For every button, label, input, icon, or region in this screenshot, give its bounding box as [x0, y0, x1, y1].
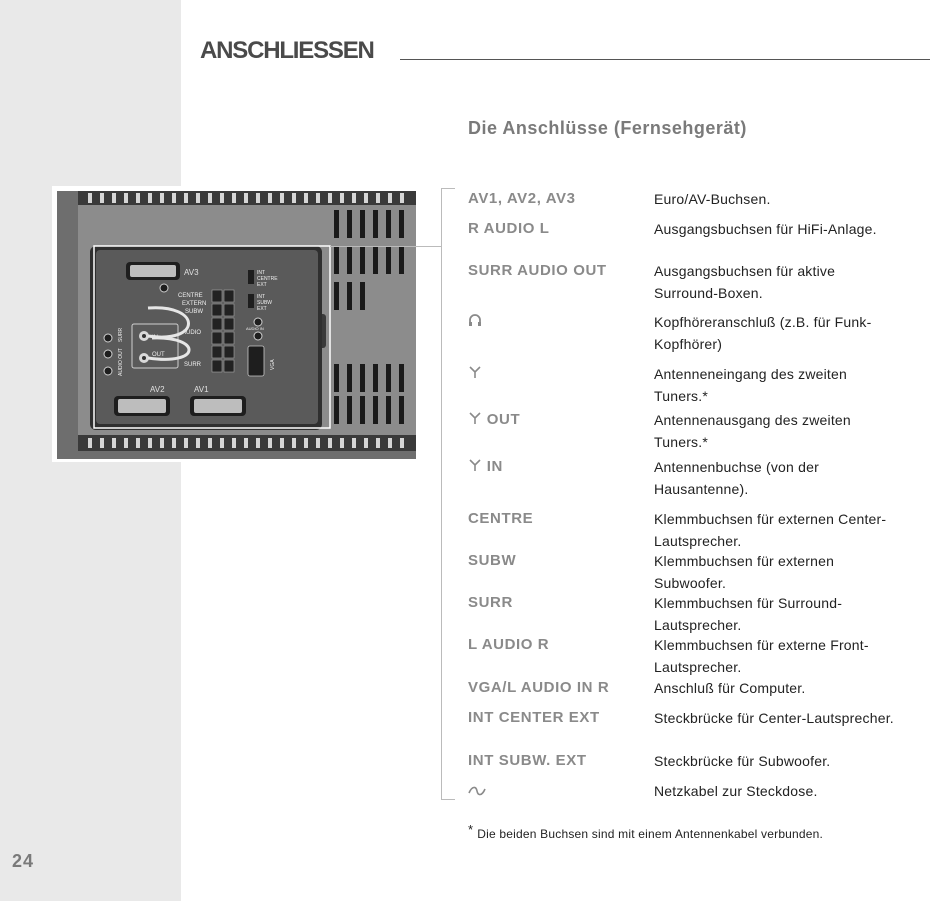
desc-headphone: Kopfhöreranschluß (z.B. für Funk-Kopfhörer): [654, 314, 872, 352]
term-surr-audio-out: SURR AUDIO OUT: [468, 262, 607, 279]
panel-label-av2: AV2: [150, 385, 165, 394]
desc-mains: Netzkabel zur Steckdose.: [654, 783, 818, 799]
footnote-text: Die beiden Buchsen sind mit einem Antennenkabel verbunden.: [477, 827, 824, 841]
panel-label-int2: INT: [257, 294, 266, 300]
term-vga: VGA/L AUDIO IN R: [468, 679, 610, 696]
page-title: ANSCHLIESSEN: [200, 37, 374, 64]
term-l-audio-r: L AUDIO R: [468, 636, 550, 653]
term-antenna-in-label: IN: [486, 458, 503, 475]
panel-label-int1: INT: [257, 270, 266, 276]
desc-antenna-in: Antenneneingang des zweiten Tuners.*: [654, 366, 847, 404]
term-antenna-out-label: OUT: [486, 411, 521, 428]
term-av: AV1, AV2, AV3: [468, 190, 576, 207]
desc-int-subw-ext: Steckbrücke für Subwoofer.: [654, 753, 831, 769]
callout-line: [330, 246, 441, 247]
antenna-term: [468, 365, 482, 383]
panel-label-audio-out: AUDIO OUT: [118, 348, 124, 376]
panel-label-surr-side: SURR: [118, 327, 124, 342]
antenna-icon: [468, 365, 482, 379]
panel-label-centre: CENTRE: [178, 293, 203, 299]
panel-label-av1: AV1: [194, 385, 209, 394]
panel-label-in: IN: [152, 335, 158, 341]
panel-label-vga: VGA: [270, 359, 276, 370]
panel-label-audio-in: AUDIO IN: [246, 326, 264, 331]
panel-label-surr: SURR: [184, 362, 202, 368]
desc-int-center-ext: Steckbrücke für Center-Lautsprecher.: [654, 710, 894, 726]
headphone-icon: [468, 313, 482, 327]
term-centre: CENTRE: [468, 510, 534, 527]
desc-antenna-out: Antennenausgang des zweiten Tuners.*: [654, 412, 851, 450]
list-bracket: [441, 188, 455, 800]
title-rule: [400, 59, 930, 60]
page-number: 24: [12, 851, 35, 871]
panel-label-subw: SUBW: [185, 309, 203, 315]
antenna-icon: [468, 411, 482, 425]
antenna-in-term: [468, 458, 503, 475]
antenna-out-term: [468, 411, 520, 428]
panel-label-ext1: EXT: [257, 282, 267, 288]
desc-house-antenna: Antennenbuchse (von der Hausantenne).: [654, 459, 819, 497]
desc-surr-audio-out: Ausgangsbuchsen für aktive Surround-Boxen.: [654, 263, 836, 301]
desc-l-audio-r: Klemmbuchsen für externe Front-Lautsprecher.: [654, 637, 869, 675]
mains-tilde-icon: [468, 785, 486, 797]
panel-label-subw2: SUBW: [257, 300, 272, 306]
desc-vga: Anschluß für Computer.: [654, 680, 806, 696]
desc-r-audio-l: Ausgangsbuchsen für HiFi-Anlage.: [654, 221, 877, 237]
desc-av: Euro/AV-Buchsen.: [654, 191, 771, 207]
panel-label-centre2: CENTRE: [257, 276, 278, 282]
desc-centre: Klemmbuchsen für externen Center-Lautsprecher.: [654, 511, 887, 549]
term-int-subw-ext: INT SUBW. EXT: [468, 752, 587, 769]
term-subw: SUBW: [468, 552, 517, 569]
desc-subw: Klemmbuchsen für externen Subwoofer.: [654, 553, 835, 591]
footnote: [468, 822, 824, 841]
footnote-star: *: [468, 822, 474, 837]
panel-label-av3: AV3: [184, 268, 199, 277]
panel-label-ext2: EXT: [257, 306, 267, 312]
panel-label-extern: EXTERN: [182, 301, 207, 307]
mains-term: [468, 784, 486, 801]
desc-surr: Klemmbuchsen für Surround-Lautsprecher.: [654, 595, 843, 633]
connection-panel-photo: [52, 186, 416, 462]
term-r-audio-l: R AUDIO L: [468, 220, 550, 237]
panel-label-audio: AUDIO: [182, 330, 202, 336]
headphone-term: [468, 313, 482, 331]
section-title: Die Anschlüsse (Fernsehgerät): [468, 118, 747, 138]
term-surr: SURR: [468, 594, 513, 611]
term-int-center-ext: INT CENTER EXT: [468, 709, 600, 726]
panel-label-out: OUT: [152, 352, 165, 358]
antenna-icon: [468, 458, 482, 472]
